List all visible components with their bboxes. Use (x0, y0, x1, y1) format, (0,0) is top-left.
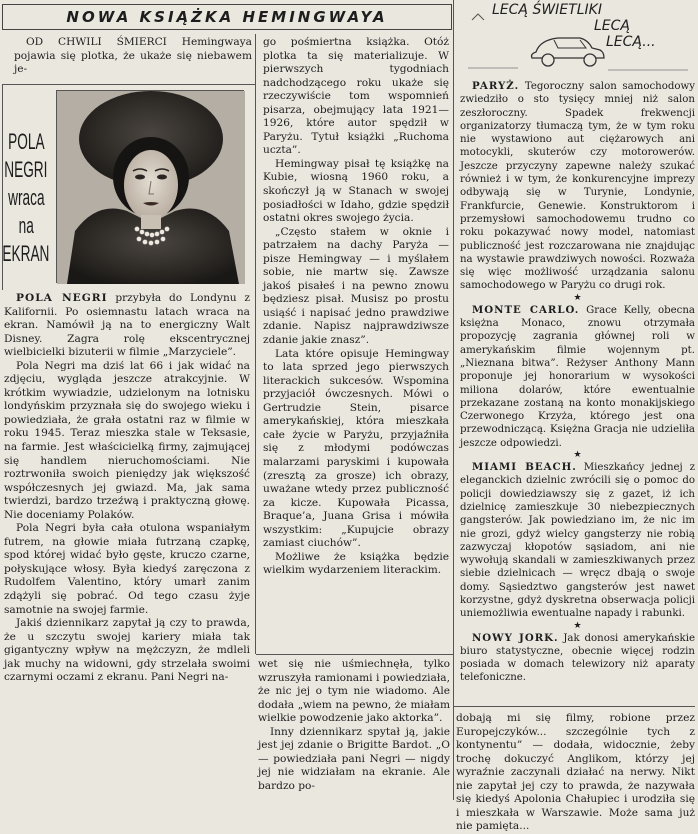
brief-location: MONTE CARLO. (472, 303, 580, 316)
news-briefs-column (460, 80, 695, 702)
headline-box (2, 4, 452, 30)
hemingway-para-2: Hemingway pisał tę książkę na Kubie, wiosną 1960 roku, a skończył ją w Stanach w swojej posiadłości w Idaho, gdzie spędził ostatni okres swojego życia. (263, 157, 449, 225)
pola-para: Inny dziennikarz spytał ją, jakie jest jej zdanie o Brigitte Bardot. „O — powiedziała pani Negri — nigdy jej nie widziałam na ekranie. Ale bardzo po- (258, 725, 450, 792)
brief-location: NOWY JORK. (472, 631, 559, 644)
cartoon-caption (478, 2, 698, 50)
hemingway-intro (14, 36, 252, 80)
pola-negri-column-2 (258, 658, 450, 800)
pola-para: dobają mi się filmy, robione przez Europejczyków... szczególnie tych z kontynentu” — dodała, widocznie, żeby trochę dokuczyć Anglikom, którzy jej wyraźnie zaczynali działać na nerwy. Nikt nie zapytał jej czy to prawda, że nazywała się kiedyś Apolonia Chałupiec i urodziła się i mieszkała w Warszawie. Może sama już nie pamięta... (456, 712, 695, 833)
pola-negri-title (4, 128, 48, 278)
pola-para: wet się nie uśmiechnęła, tylko wzruszyła ramionami i powiedziała, że nic jej o tym nie wiadomo. Ale dodała „wiem na pewno, że miałam wielkie powodzenie jako aktorka”. (258, 658, 450, 725)
caption-line: LECĄ (594, 18, 630, 34)
pola-para: Pola Negri ma dziś lat 66 i jak widać na zdjęciu, wygląda jeszcze atrakcyjnie. W krótkim wywiadzie, udzielonym na lotnisku londyńskim przyznała się do swojego wieku i powiedziała, że grała ostatni raz w filmie w roku 1945. Teraz mieszka stale w Teksasie, na farmie. Jest właścicielką firmy, zajmującej się handlem nieruchomościami. Nie roztrwoniła swoich pieniędzy jak większość współczesnych jej gwiazd. Ma, jak sama twierdzi, bardzo trzeźwą i praktyczną głowę. Nie doceniamy Polaków. (4, 359, 250, 521)
star-separator: ★ (573, 292, 582, 303)
brief-text: Grace Kelly, obecna księżna Monaco, znowu otrzymała propozycję zagrania głównej roli w amerykańskim filmie wojennym pt. „Nieznana bitwa”. Reżyser Anthony Mann proponuje jej honorarium w wysokości miliona dolarów, które ewentualnie przekazane zostaną na konto monakijskiego Czerwonego Krzyża, którego jest ona przewodniczącą. Księżna Gracja nie udzieliła jeszcze odpowiedzi. (460, 304, 696, 449)
hemingway-para-5: Możliwe że książka będzie wielkim wydarzeniem literackim. (263, 550, 449, 577)
brief-location: PARYŻ. (472, 80, 520, 92)
hemingway-para-3: „Często stałem w oknie i patrzałem na dachy Paryża — pisze Hemingway — i myślałem sobie, nie martw się. Zawsze jakoś pisałeś i na pewno znowu będziesz pisał. Musisz po prostu usiąść i napisać jedno prawdziwe zdanie. Napisz najprawdziwsze zdanie jakie znasz”. (263, 225, 449, 347)
hemingway-para-4: Lata które opisuje Hemingway to lata sprzed jego pierwszych literackich sukcesów. Wspomina przyjaciół ówczesnych. Mówi o Gertrudzie Stein, pisarce amerykańskiej, która mieszkała całe życie w Paryżu, przyjaźniła się z młodymi podówczas malarzami paryskimi i kupowała (zresztą za grosze) ich obrazy, uważane wtedy przez publiczność za kicze. Kupowała Picassa, Braque’a, Juana Grisa i mówiła wszystkim: „Kupujcie obrazy zamiast ciuchów”. (263, 347, 449, 550)
pola-negri-column-1 (4, 292, 250, 800)
column-divider (453, 0, 454, 800)
brief-text: Jak donosi amerykańskie biuro statystyczne, obecnie więcej rodzin posiada w domach telewizory niż aparaty telefoniczne. (460, 632, 695, 684)
pola-lead-text: przybyła do Londynu z Kalifornii. Po osiemnastu latach wraca na ekran. Namówił ją na to energiczny Walt Disney. Zagra rolę ekscentrycznej wielbicielki bizuterii w filmie „Marzyciele”. (4, 292, 250, 359)
star-separator: ★ (573, 450, 582, 461)
caption-line: LECĄ... (606, 34, 656, 50)
title-line: POLA (7, 129, 45, 154)
pola-para: Jakiś dziennikarz zapytał ją czy to prawda, że u szczytu swojej kariery miała tak gigantyczny wpływ na mężczyzn, że mdleli jak muchy na widowni, gdy strzelała swoimi czarnymi oczami z ekranu. Pani Negri na- (4, 617, 250, 684)
title-line: NEGRI (4, 157, 48, 182)
brief-text: Tegoroczny salon samochodowy zwiedziło o sto tysięcy mniej niż salon zeszłoroczny. Spadek frekwencji organizatorzy tłumaczą tym, że w tym roku nie wystawiono aut ciężarowych ani motocykli, skuterów czy motorowerów. Jeszcze przyczyny zapewne należy szukać również i w tym, że konkurencyjne imprezy odbywają się w Turynie, Londynie, Frankfurcie, Genewie. Konstruktorom i przemysłowi samochodowemu trudno co roku pokazywać nowy model, natomiast publiczność jest rozczarowana nie znajdując na wystawie prawdziwych nowości. Rozważa się więc możliwość urządzania salonu samochodowego w Paryżu co drugi rok. (460, 81, 695, 292)
section-divider (256, 654, 453, 655)
pola-negri-column-3 (456, 712, 695, 833)
hemingway-column-2 (263, 36, 449, 640)
headline: NOWA KSIĄŻKA HEMINGWAYA (66, 8, 388, 26)
star-separator: ★ (573, 620, 582, 631)
brief-text: Mieszkańcy jednej z eleganckich dzielnic zwrócili się o pomoc do policji dowiedziawszy się z gazet, iż ich dzielnicę zamieszkuje 30 niebezpiecznych gangsterów. Jak powiedziano im, że nic im nie grozi, gdyż wielcy gangsterzy nie robią zazwyczaj kłopotów sąsiadom, ani nie wywołują skandali w zamieszkiwanych przez siebie dzielnicach — wręcz dbają o swoje domy. Sąsiedztwo gangsterów jest nawet korzystne, gdyż dyskretna obserwacja policji uniemożliwia ewentualne napady i rabunki. (460, 462, 695, 620)
section-divider (2, 84, 255, 85)
portrait-illustration (57, 91, 245, 284)
brief-location: MIAMI BEACH. (472, 461, 577, 474)
pola-para: Pola Negri była cała otulona wspaniałym futrem, na głowie miała futrzaną czapkę, spod której widać było gęste, kruczo czarne, połyskujące włosy. Była kiedyś zaręczona z Rudolfem Valentino, który umarł zanim zdążyli się pobrać. Od tego czasu żyje samotnie na swojej farmie. (4, 522, 250, 616)
section-divider (454, 706, 695, 707)
caption-line: LECĄ ŚWIETLIKI (492, 2, 602, 18)
column-divider (255, 34, 256, 654)
hemingway-intro-text: Hemingwaya pojawia się plotka, że ukaże się niebawem je- (14, 36, 252, 76)
title-line: EKRAN (2, 241, 50, 266)
pola-lead-bold: POLA NEGRI (16, 292, 108, 304)
hemingway-intro-bold: OD CHWILI ŚMIERCI (26, 36, 167, 48)
title-line: wraca (7, 185, 45, 210)
pola-negri-photo (56, 90, 244, 283)
hemingway-para-1: go pośmiertna książka. Otóż plotka ta się materializuje. W pierwszych tygodniach nadchodzącego roku ukaże się rzeczywiście tom wspomnień pisarza, obejmujący lata 1921—1926, które autor spędził w Paryżu. Tytuł książki „Ruchoma uczta”. (263, 36, 449, 157)
title-line: na (18, 213, 34, 238)
